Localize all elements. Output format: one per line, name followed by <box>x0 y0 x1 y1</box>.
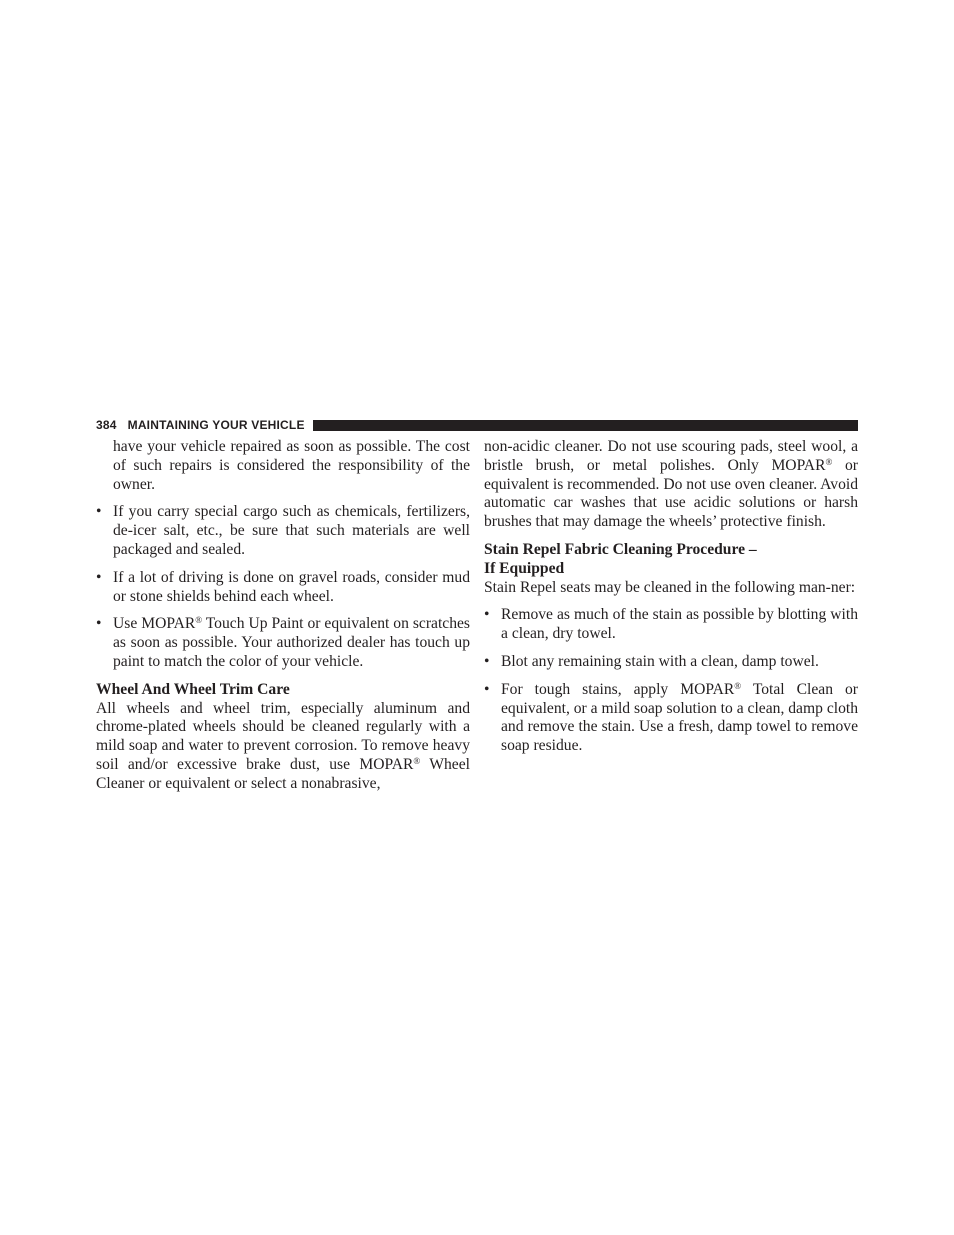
list-item-text: If a lot of driving is done on gravel roads, consider mud or stone shields behind each wheel. <box>113 568 470 605</box>
list-item <box>96 615 470 671</box>
list-item-text <box>501 681 858 754</box>
stain-repel-heading <box>484 541 858 579</box>
bullet-marker: • <box>96 615 102 633</box>
wheel-care-heading: Wheel And Wheel Trim Care <box>96 680 290 698</box>
list-item <box>484 606 858 644</box>
text-run: Total Clean or equivalent, or a mild soap solution to a clean, damp cloth and remove the stain. Use a fresh, damp towel to remove soap residue. <box>501 680 858 755</box>
registered-mark: ® <box>734 680 742 691</box>
list-item <box>484 653 858 672</box>
list-item-text <box>113 615 470 670</box>
heading-line: If Equipped <box>484 559 565 577</box>
registered-mark: ® <box>825 456 833 467</box>
continued-paragraph: have your vehicle repaired as soon as possible. The cost of such repairs is considered the responsibility of the owner. <box>113 438 470 493</box>
list-item-text: If you carry special cargo such as chemicals, fertilizers, de-icer salt, etc., be sure that such materials are well packaged and sealed. <box>113 503 470 558</box>
right-column <box>484 438 858 765</box>
header-rule <box>313 420 858 431</box>
text-run: For tough stains, apply MOPAR <box>501 680 735 698</box>
stain-intro-paragraph: Stain Repel seats may be cleaned in the following man-ner: <box>484 578 856 596</box>
list-item <box>96 503 470 559</box>
list-item <box>484 681 858 756</box>
text-run: Touch Up Paint or equivalent on scratches as soon as possible. Your authorized dealer has touch up paint to match the color of your vehicle. <box>113 615 470 670</box>
bullet-marker: • <box>96 568 102 586</box>
list-item-text: Remove as much of the stain as possible by blotting with a clean, dry towel. <box>501 606 858 643</box>
registered-mark: ® <box>413 755 421 766</box>
text-run: Use MOPAR <box>113 615 196 633</box>
text-run: or equivalent is recommended. Do not use oven cleaner. Avoid automatic car washes that use acidic solutions or harsh brushes that may damage the wheels’ protective finish. <box>484 456 858 531</box>
section-title: MAINTAINING YOUR VEHICLE <box>127 418 305 432</box>
page-number: 384 <box>96 418 117 432</box>
text-run: Wheel Cleaner or equivalent or select a nonabrasive, <box>96 755 470 792</box>
bullet-marker: • <box>484 606 490 624</box>
heading-line: Stain Repel Fabric Cleaning Procedure – <box>484 540 757 558</box>
wheel-care-paragraph <box>96 700 470 794</box>
continued-paragraph <box>484 438 858 532</box>
left-column <box>96 438 470 803</box>
bullet-marker: • <box>484 652 490 670</box>
page-header <box>96 417 858 433</box>
bullet-marker: • <box>484 680 490 698</box>
text-run: All wheels and wheel trim, especially aluminum and chrome-plated wheels should be cleaned regularly with a mild soap and water to prevent corrosion. To remove heavy soil and/or excessive brake dust, use MOPAR <box>96 699 470 773</box>
registered-mark: ® <box>195 615 203 626</box>
list-item <box>96 569 470 607</box>
text-run: non-acidic cleaner. Do not use scouring pads, steel wool, a bristle brush, or metal polishes. Only MOPAR <box>484 438 858 474</box>
list-item-text: Blot any remaining stain with a clean, damp towel. <box>501 652 819 670</box>
bullet-marker: • <box>96 503 102 521</box>
